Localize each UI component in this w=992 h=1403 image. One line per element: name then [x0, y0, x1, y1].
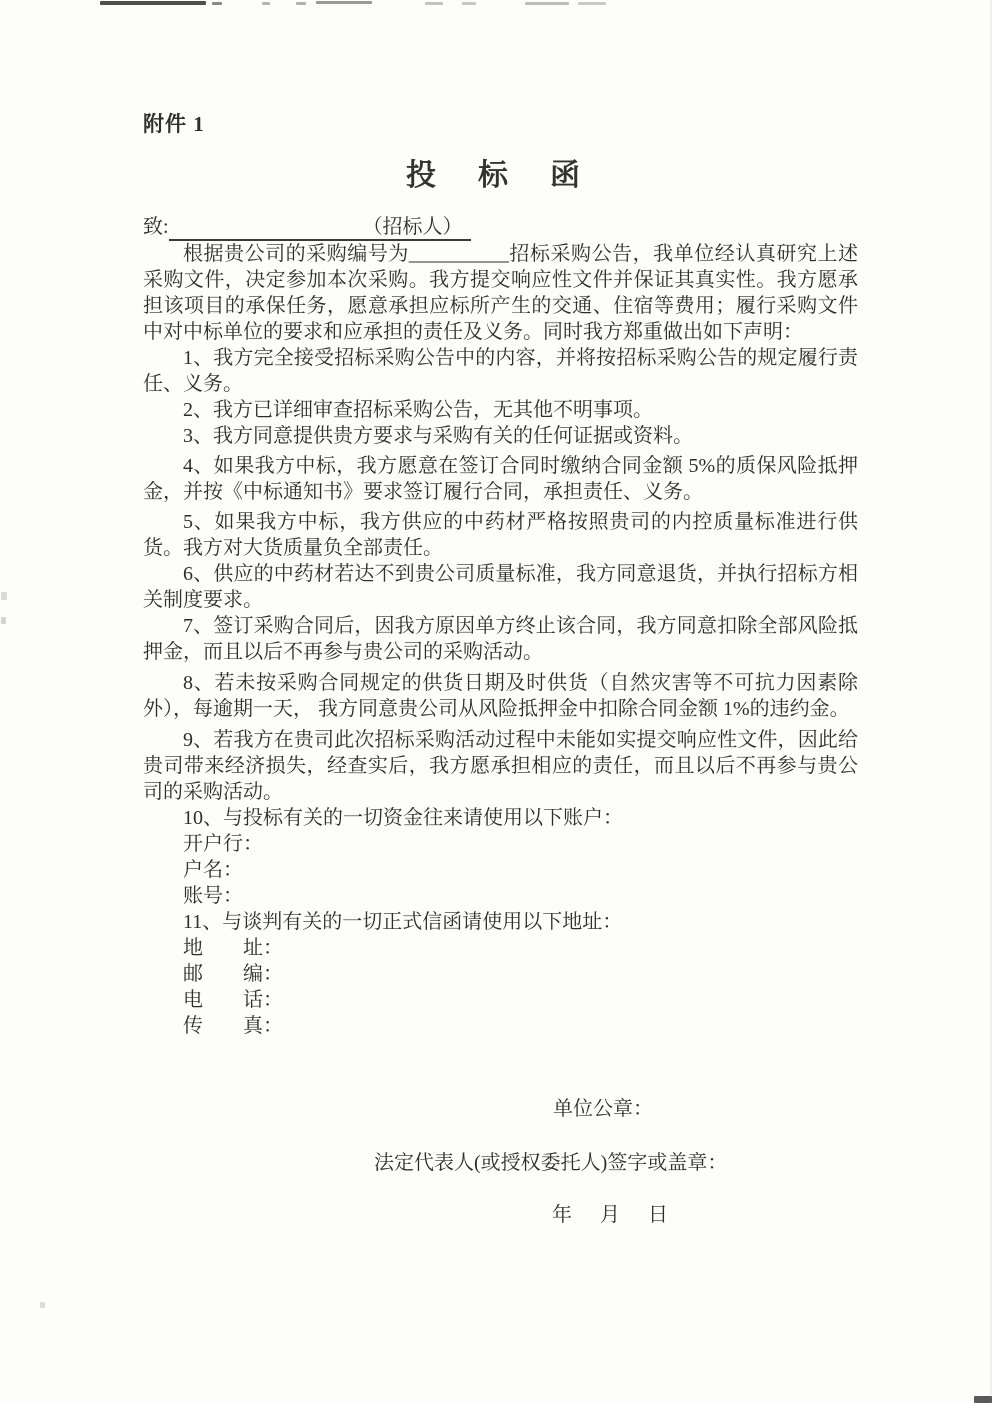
intro-paragraph: 根据贵公司的采购编号为__________招标采购公告，我单位经认真研究上述采购文件，决定参加本次采购。我方提交响应性文件并保证其真实性。我方愿承担该项目的承保任务，愿意承担应标所产生的交通、住宿等费用；履行采购文件中对中标单位的要求和应承担的责任及义务。同时我方郑重做出如下声明： — [143, 243, 858, 343]
scan-artifact-dash — [425, 2, 443, 5]
scan-artifact-dash — [316, 1, 372, 4]
clause-3: 3、我方同意提供贵方要求与采购有关的任何证据或资料。 — [183, 425, 693, 447]
scan-artifact-speck — [1, 592, 7, 600]
clause-6: 6、供应的中药材若达不到贵公司质量标准，我方同意退货，并执行招标方相关制度要求。 — [143, 563, 858, 611]
clause-2: 2、我方已详细审查招标采购公告，无其他不明事项。 — [183, 399, 653, 421]
fax-line: 传 真： — [183, 1015, 283, 1037]
clause-10: 10、与投标有关的一切资金往来请使用以下账户： — [183, 807, 623, 829]
scan-artifact-dash — [462, 2, 476, 5]
scan-artifact-dash — [262, 2, 270, 5]
postcode-line: 邮 编： — [183, 963, 283, 985]
legal-representative-signature-label: 法定代表人(或授权委托人)签字或盖章： — [374, 1152, 728, 1174]
attachment-label: 附件 1 — [143, 112, 205, 136]
phone-line: 电 话： — [183, 989, 283, 1011]
document-title: 投 标 函 — [406, 159, 586, 192]
scan-artifact-dash — [100, 1, 206, 5]
salutation-line — [143, 210, 471, 241]
salutation-prefix: 致: — [143, 216, 169, 238]
scan-artifact-dash — [296, 2, 306, 5]
clause-4: 4、如果我方中标，我方愿意在签订合同时缴纳合同金额 5%的质保风险抵押金，并按《中标通知书》要求签订履行合同，承担责任、义务。 — [143, 455, 858, 503]
company-seal-label: 单位公章： — [553, 1098, 653, 1120]
clause-1: 1、我方完全接受招标采购公告中的内容，并将按招标采购公告的规定履行责任、义务。 — [143, 347, 858, 395]
address-line: 地 址： — [183, 937, 283, 959]
date-line: 年 月 日 — [552, 1204, 672, 1226]
bank-branch-line: 开户行： — [183, 833, 263, 855]
scan-artifact-speck — [1, 617, 6, 624]
clause-7: 7、签订采购合同后，因我方原因单方终止该合同，我方同意扣除全部风险抵押金，而且以后不再参与贵公司的采购活动。 — [143, 615, 858, 663]
scan-artifact-dash — [212, 2, 222, 5]
clause-11: 11、与谈判有关的一切正式信函请使用以下地址： — [183, 911, 623, 933]
document-body — [143, 241, 858, 1039]
account-name-line: 户名： — [183, 859, 243, 881]
scan-artifact-dash — [578, 2, 606, 5]
scan-artifact-speck — [40, 1302, 45, 1308]
scan-artifact-speck — [974, 1396, 992, 1403]
clause-5: 5、如果我方中标，我方供应的中药材严格按照贵司的内控质量标准进行供货。我方对大货质量负全部责任。 — [143, 511, 858, 559]
tenderer-blank-underline: （招标人） — [169, 210, 471, 241]
scan-artifact-dash — [525, 2, 569, 5]
clause-8: 8、若未按采购合同规定的供货日期及时供货（自然灾害等不可抗力因素除外），每逾期一天， 我方同意贵公司从风险抵押金中扣除合同金额 1%的违约金。 — [143, 672, 858, 720]
account-number-line: 账号： — [183, 885, 243, 907]
clause-9: 9、若我方在贵司此次招标采购活动过程中未能如实提交响应性文件，因此给贵司带来经济损失，经查实后，我方愿承担相应的责任，而且以后不再参与贵公司的采购活动。 — [143, 729, 858, 803]
